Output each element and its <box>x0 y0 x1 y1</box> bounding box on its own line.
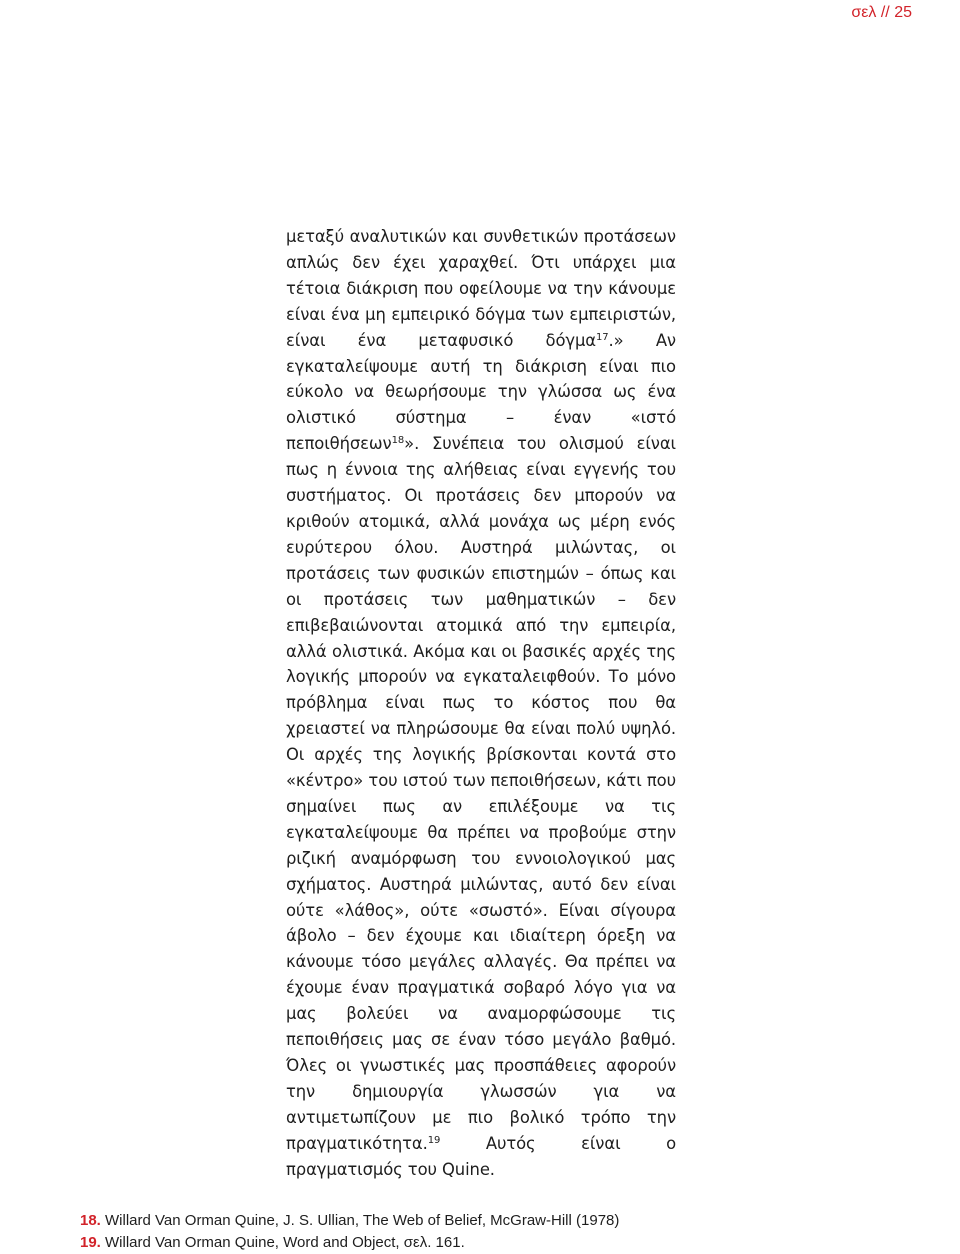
paragraph-segment-1: μεταξύ αναλυτικών και συνθετικών προτάσεων απλώς δεν έχει χαραχθεί. Ότι υπάρχει μια τέτοια διάκριση που οφείλουμε να την κάνουμε είναι ένα μη εμπειρικό δόγμα των εμπειριστών, είναι ένα μεταφυσικό δόγμα <box>286 227 676 350</box>
footnote-19 <box>80 1232 619 1254</box>
body-paragraph <box>286 224 676 1183</box>
paragraph-segment-4: Αυτός είναι ο πραγματισμός του Quine. <box>286 1133 676 1179</box>
footnotes <box>80 1210 619 1254</box>
footnote-18 <box>80 1210 619 1232</box>
paragraph-segment-3: ». Συνέπεια του ολισμού είναι πως η έννοια της αλήθειας είναι εγγενής του συστήματος. Οι προτάσεις δεν μπορούν να κριθούν ατομικά, αλλά μονάχα ως μέρη ενός ευρύτερου όλου. Αυστηρά μιλώντας, οι προτάσεις των φυσικών επιστημών – όπως και οι προτάσεις των μαθηματικών – δεν επιβεβαιώνονται ατομικά από την εμπειρία, αλλά ολιστικά. Ακόμα και οι βασικές αρχές της λογικής μπορούν να εγκαταλειφθούν. Το μόνο πρόβλημα είναι πως το κόστος που θα χρειαστεί να πληρώσουμε θα είναι πολύ υψηλό. Οι αρχές της λογικής βρίσκονται κοντά στο «κέντρο» του ιστού των πεποιθήσεων, κάτι που σημαίνει πως αν επιλέξουμε να τις εγκαταλείψουμε θα πρέπει να προβούμε στην ριζική αναμόρφωση του εννοιολογικού μας σχήματος. Αυστηρά μιλώντας, αυτό δεν είναι ούτε «λάθος», ούτε «σωστό». Είναι σίγουρα άβολο – δεν έχουμε και ιδιαίτερη όρεξη να κάνουμε τόσο μεγάλες αλλαγές. Θα πρέπει να έχουμε έναν πραγματικά σοβαρό λόγο για να μας βολεύει να αναμορφώσουμε τις πεποιθήσεις μας σε έναν τόσο μεγάλο βαθμό. Όλες οι γνωστικές μας προσπάθειες αφορούν την δημιουργία γλωσσών για να αντιμετωπίζουν με πιο βολικό τρόπο την πραγματικότητα. <box>286 434 676 1153</box>
paragraph-segment-2: .» Αν εγκαταλείψουμε αυτή τη διάκριση είναι πιο εύκολο να θεωρήσουμε την γλώσσα ως ένα ολιστικό σύστημα – έναν «ιστό πεποιθήσεων <box>286 330 676 454</box>
footnote-number: 19. <box>80 1234 101 1251</box>
footnote-ref-19: 19 <box>427 1134 441 1146</box>
footnote-ref-17: 17 <box>596 331 609 343</box>
footnote-text: Willard Van Orman Quine, J. S. Ullian, The Web of Belief, McGraw-Hill (1978) <box>100 1212 620 1229</box>
page-number: σελ // 25 <box>851 4 912 21</box>
footnote-ref-18: 18 <box>391 435 405 447</box>
footnote-number: 18. <box>80 1212 101 1229</box>
footnote-text: Willard Van Orman Quine, Word and Object, σελ. 161. <box>100 1234 465 1251</box>
